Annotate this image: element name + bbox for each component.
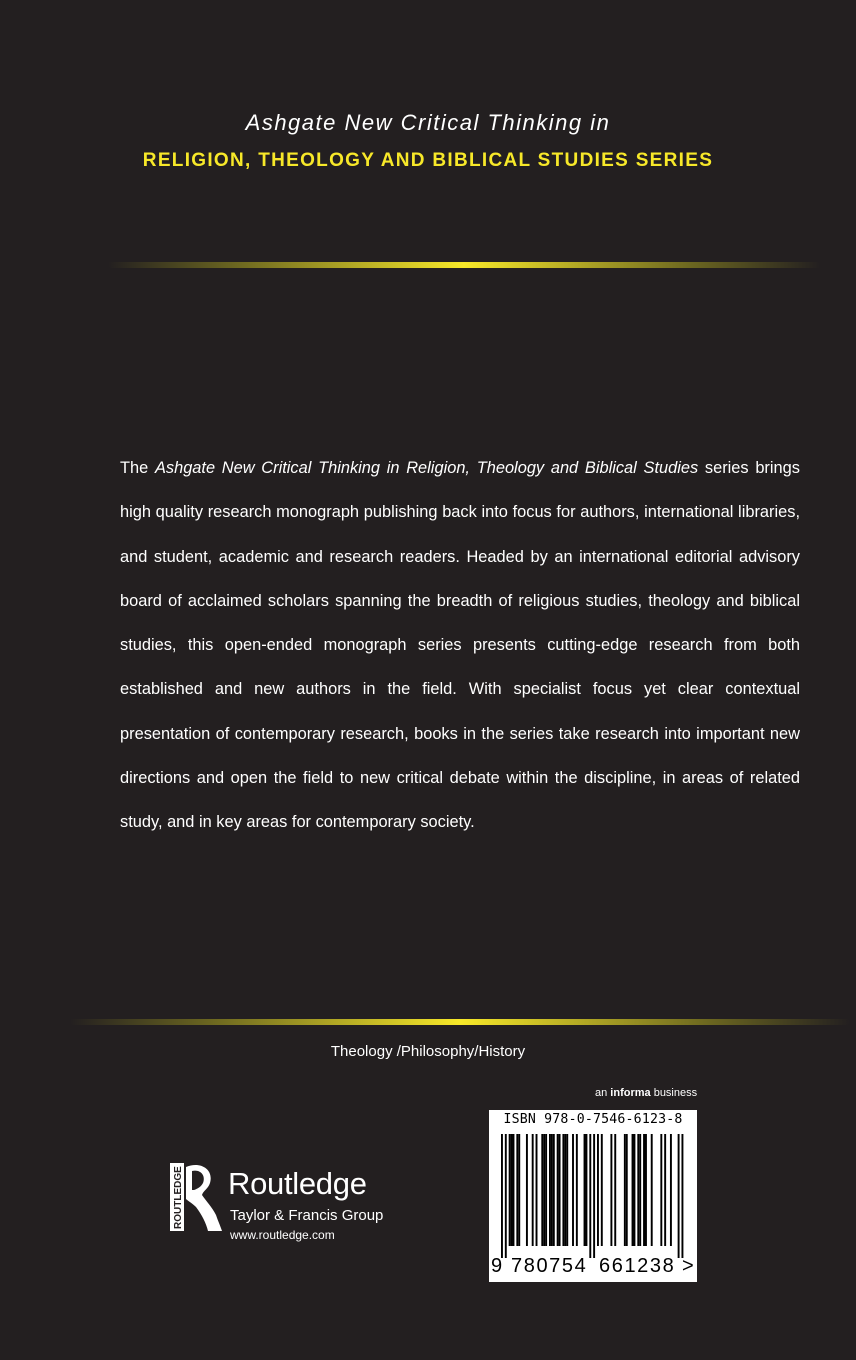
bottom-divider [70,1019,850,1025]
blurb-body: series brings high quality research monograph publishing back into focus for authors, international libraries, and student, academic and research readers. Headed by an international editorial advisory board of acclaimed scholars spanning the breadth of religious studies, theology and biblical studies, this open-ended monograph series presents cutting-edge research from both established and new authors in the field. With specialist focus yet clear contextual presentation of contemporary research, books in the series take research into important new directions and open the field to new critical debate within the discipline, in areas of related study, and in key areas for contemporary society. [120,459,800,832]
barcode-digits-left: 780754 [511,1255,588,1277]
informa-tagline [595,1087,697,1099]
subject-categories: Theology /Philosophy/History [330,1043,526,1060]
series-description [120,446,800,845]
informa-suffix: business [650,1087,698,1099]
publisher-url: www.routledge.com [230,1228,335,1242]
publisher-group: Taylor & Francis Group [230,1207,384,1224]
barcode-digits-right: 661238 [599,1255,676,1277]
series-title-line1: Ashgate New Critical Thinking in [245,110,611,135]
blurb-series-title: Ashgate New Critical Thinking in Religion, Theology and Biblical Studies [154,459,699,477]
publisher-name: Routledge [228,1166,367,1201]
top-divider [108,262,820,268]
isbn-label: ISBN 978-0-7546-6123-8 [503,1112,683,1127]
barcode-arrow: > [682,1255,694,1277]
barcode-digit-first: 9 [491,1255,503,1277]
series-title-line2: RELIGION, THEOLOGY AND BIBLICAL STUDIES SERIES [142,150,714,171]
blurb-prefix: The [120,459,155,477]
informa-prefix: an [595,1087,611,1099]
isbn-barcode [489,1110,697,1282]
barcode-bars [489,1134,697,1258]
routledge-logo-icon [170,1163,222,1231]
logo-vertical-text: ROUTLEDGE [173,1166,184,1229]
informa-brand: informa [610,1087,651,1099]
